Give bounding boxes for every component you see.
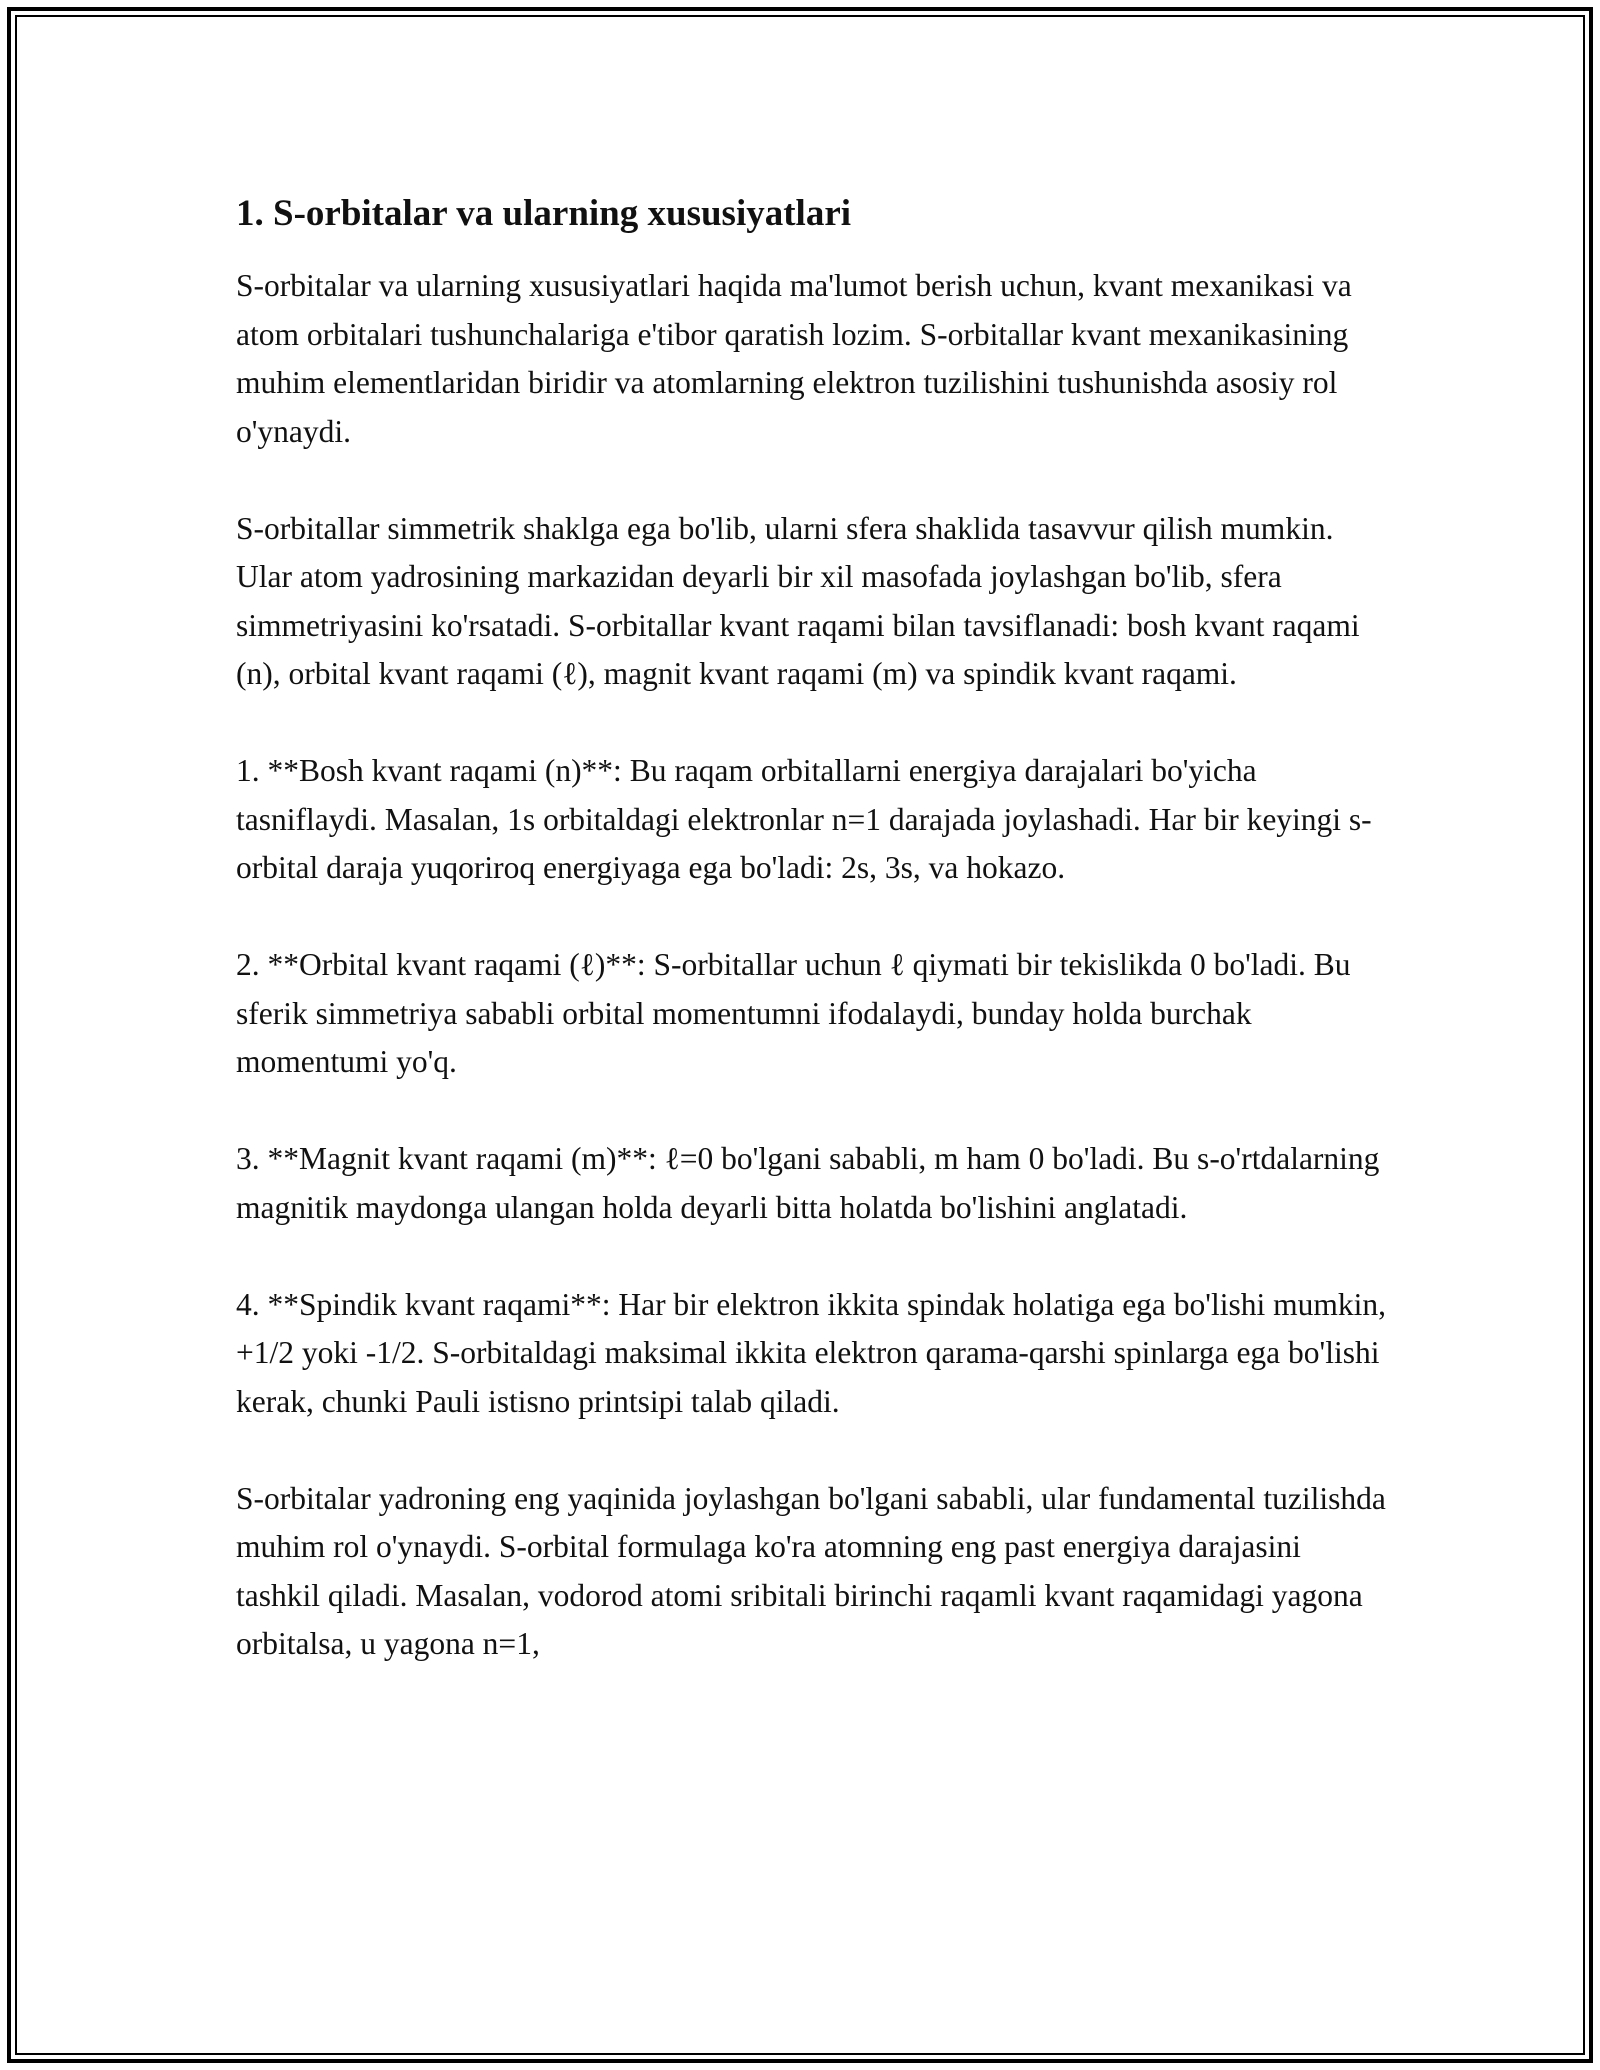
paragraph-conclusion: S-orbitalar yadroning eng yaqinida joylashgan bo'lgani sababli, ular fundamental tuzilishda muhim rol o'ynaydi. S-orbital formulaga ko'ra atomning eng past energiya darajasini tashkil qiladi. Masalan, vodorod atomi sribitali birinchi raqamli kvant raqamidagi yagona orbitalsa, u yagona n=1, xyxy=(236,1480,1386,1661)
document-body xyxy=(236,190,1386,1717)
paragraph-spin-quantum-number: 4. **Spindik kvant raqami**: Har bir elektron ikkita spindak holatiga ega bo'lishi mumkin, +1/2 yoki -1/2. S-orbitaldagi maksimal ikkita elektron qarama-qarshi spinlarga ega bo'lishi kerak, chunki Pauli istisno printsipi talab qiladi. xyxy=(236,1286,1386,1419)
paragraph-magnetic-quantum-number: 3. **Magnit kvant raqami (m)**: ℓ=0 bo'lgani sababli, m ham 0 bo'ladi. Bu s-o'rtdalarning magnitik maydonga ulangan holda deyarli bitta holatda bo'lishini anglatadi. xyxy=(236,1141,1380,1225)
paragraph-orbital-quantum-number: 2. **Orbital kvant raqami (ℓ)**: S-orbitallar uchun ℓ qiymati bir tekislikda 0 bo'ladi. Bu sferik simmetriya sababli orbital momentumni ifodalaydi, bunday holda burchak momentumi yo'q. xyxy=(236,947,1351,1079)
section-heading: 1. S-orbitalar va ularning xususiyatlari xyxy=(236,193,852,234)
paragraph-principal-quantum-number: 1. **Bosh kvant raqami (n)**: Bu raqam orbitallarni energiya darajalari bo'yicha tasniflaydi. Masalan, 1s orbitaldagi elektronlar n=1 darajada joylashadi. Har bir keyingi s-orbital daraja yuqoriroq energiyaga ega bo'ladi: 2s, 3s, va hokazo. xyxy=(236,753,1372,885)
paragraph-symmetry: S-orbitallar simmetrik shaklga ega bo'lib, ularni sfera shaklida tasavvur qilish mumkin. Ular atom yadrosining markazidan deyarli bir xil masofada joylashgan bo'lib, sfera simmetriyasini ko'rsatadi. S-orbitallar kvant raqami bilan tavsiflanadi: bosh kvant raqami (n), orbital kvant raqami (ℓ), magnit kvant raqami (m) va spindik kvant raqami. xyxy=(236,510,1360,691)
paragraph-intro: S-orbitalar va ularning xususiyatlari haqida ma'lumot berish uchun, kvant mexanikasi va atom orbitalari tushunchalariga e'tibor qaratish lozim. S-orbitallar kvant mexanikasining muhim elementlaridan biridir va atomlarning elektron tuzilishini tushunishda asosiy rol o'ynaydi. xyxy=(236,268,1352,449)
